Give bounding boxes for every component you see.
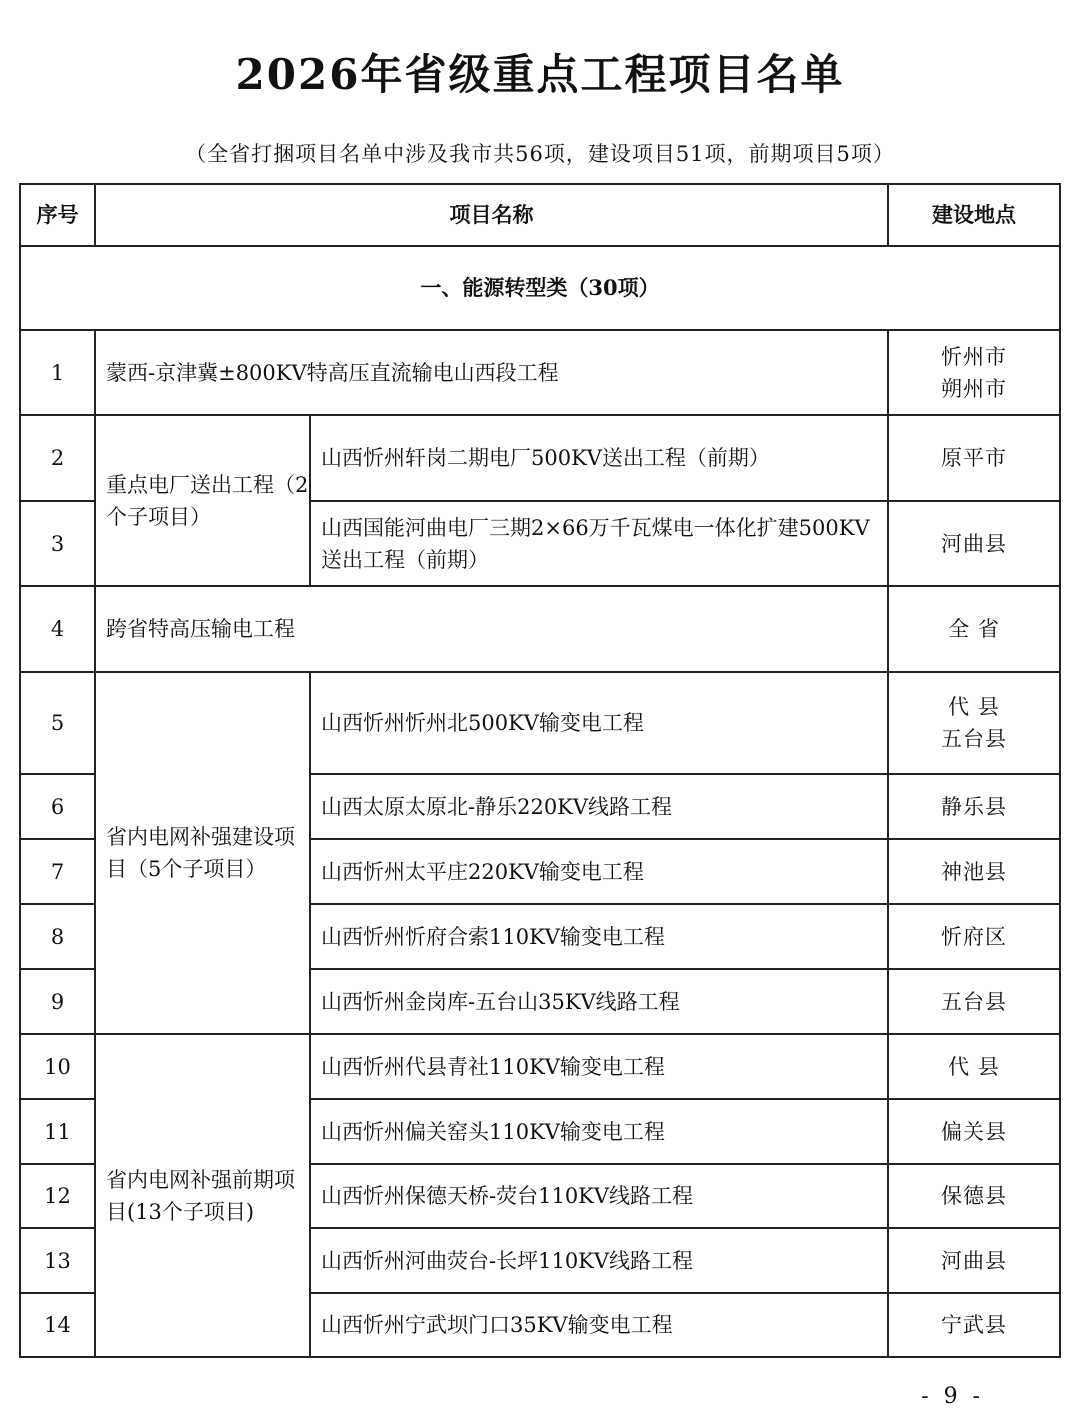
category-row bbox=[20, 246, 1060, 330]
location-line: 五台县 bbox=[941, 727, 1007, 751]
location-line: 河曲县 bbox=[941, 531, 1007, 556]
document-title: 2026年省级重点工程项目名单 bbox=[235, 50, 845, 99]
row-num: 14 bbox=[20, 1293, 95, 1357]
table-row bbox=[20, 672, 1060, 774]
group-name: 省内电网补强前期项目(13个子项目) bbox=[95, 1034, 310, 1357]
subproject-name: 山西国能河曲电厂三期2×66万千瓦煤电一体化扩建500KV送出工程（前期） bbox=[310, 501, 888, 586]
table-row bbox=[20, 586, 1060, 672]
row-num: 1 bbox=[20, 330, 95, 415]
location-line: 宁武县 bbox=[941, 1313, 1007, 1337]
location-line: 神池县 bbox=[941, 859, 1007, 884]
location-line: 保德县 bbox=[941, 1184, 1007, 1208]
project-location bbox=[888, 501, 1060, 586]
header-num: 序号 bbox=[20, 184, 95, 246]
subproject-name: 山西忻州宁武坝门口35KV输变电工程 bbox=[310, 1293, 888, 1357]
subproject-name: 山西忻州金岗库-五台山35KV线路工程 bbox=[310, 969, 888, 1034]
page-number: - 9 - bbox=[921, 1384, 984, 1409]
row-num: 8 bbox=[20, 904, 95, 969]
project-name: 蒙西-京津冀±800KV特高压直流输电山西段工程 bbox=[95, 330, 888, 415]
table-row bbox=[20, 330, 1060, 415]
category-label: 一、能源转型类（30项） bbox=[20, 246, 1060, 330]
table-header-row bbox=[20, 184, 1060, 246]
location-line: 全 省 bbox=[948, 617, 1000, 641]
subproject-name: 山西忻州太平庄220KV输变电工程 bbox=[310, 839, 888, 904]
row-num: 3 bbox=[20, 501, 95, 586]
document-subtitle: （全省打捆项目名单中涉及我市共56项，建设项目51项，前期项目5项） bbox=[185, 142, 895, 166]
subproject-name: 山西太原太原北-静乐220KV线路工程 bbox=[310, 774, 888, 839]
location-line: 河曲县 bbox=[941, 1248, 1007, 1273]
table-row bbox=[20, 1034, 1060, 1099]
row-num: 7 bbox=[20, 839, 95, 904]
project-location bbox=[888, 586, 1060, 672]
project-location bbox=[888, 330, 1060, 415]
project-location bbox=[888, 1293, 1060, 1357]
subproject-name: 山西忻州忻府合索110KV输变电工程 bbox=[310, 904, 888, 969]
row-num: 5 bbox=[20, 672, 95, 774]
project-location bbox=[888, 415, 1060, 501]
project-table bbox=[19, 183, 1061, 1358]
row-num: 9 bbox=[20, 969, 95, 1034]
row-num: 13 bbox=[20, 1228, 95, 1293]
project-location bbox=[888, 1099, 1060, 1164]
location-line: 静乐县 bbox=[941, 794, 1007, 819]
header-name: 项目名称 bbox=[95, 184, 888, 246]
subproject-name: 山西忻州河曲荧台-长坪110KV线路工程 bbox=[310, 1228, 888, 1293]
header-location: 建设地点 bbox=[888, 184, 1060, 246]
project-location bbox=[888, 1228, 1060, 1293]
row-num: 12 bbox=[20, 1164, 95, 1228]
location-line: 忻府区 bbox=[941, 924, 1007, 949]
location-line: 偏关县 bbox=[941, 1119, 1007, 1144]
location-line: 原平市 bbox=[941, 446, 1007, 470]
row-num: 10 bbox=[20, 1034, 95, 1099]
row-num: 4 bbox=[20, 586, 95, 672]
project-location bbox=[888, 969, 1060, 1034]
subproject-name: 山西忻州偏关窑头110KV输变电工程 bbox=[310, 1099, 888, 1164]
table-row bbox=[20, 415, 1060, 501]
location-line: 忻州市 bbox=[941, 344, 1007, 369]
project-location bbox=[888, 774, 1060, 839]
row-num: 11 bbox=[20, 1099, 95, 1164]
location-line: 代 县 bbox=[948, 1054, 1000, 1079]
project-location bbox=[888, 672, 1060, 774]
project-location bbox=[888, 1164, 1060, 1228]
subproject-name: 山西忻州代县青社110KV输变电工程 bbox=[310, 1034, 888, 1099]
row-num: 6 bbox=[20, 774, 95, 839]
subproject-name: 山西忻州轩岗二期电厂500KV送出工程（前期） bbox=[310, 415, 888, 501]
location-line: 代 县 bbox=[948, 695, 1000, 719]
location-line: 五台县 bbox=[941, 989, 1007, 1014]
project-location bbox=[888, 839, 1060, 904]
location-line: 朔州市 bbox=[941, 376, 1007, 401]
project-location bbox=[888, 1034, 1060, 1099]
group-name: 重点电厂送出工程（2个子项目） bbox=[95, 415, 310, 586]
subproject-name: 山西忻州忻州北500KV输变电工程 bbox=[310, 672, 888, 774]
group-name: 省内电网补强建设项目（5个子项目） bbox=[95, 672, 310, 1034]
subproject-name: 山西忻州保德天桥-荧台110KV线路工程 bbox=[310, 1164, 888, 1228]
project-location bbox=[888, 904, 1060, 969]
row-num: 2 bbox=[20, 415, 95, 501]
project-name: 跨省特高压输电工程 bbox=[95, 586, 888, 672]
